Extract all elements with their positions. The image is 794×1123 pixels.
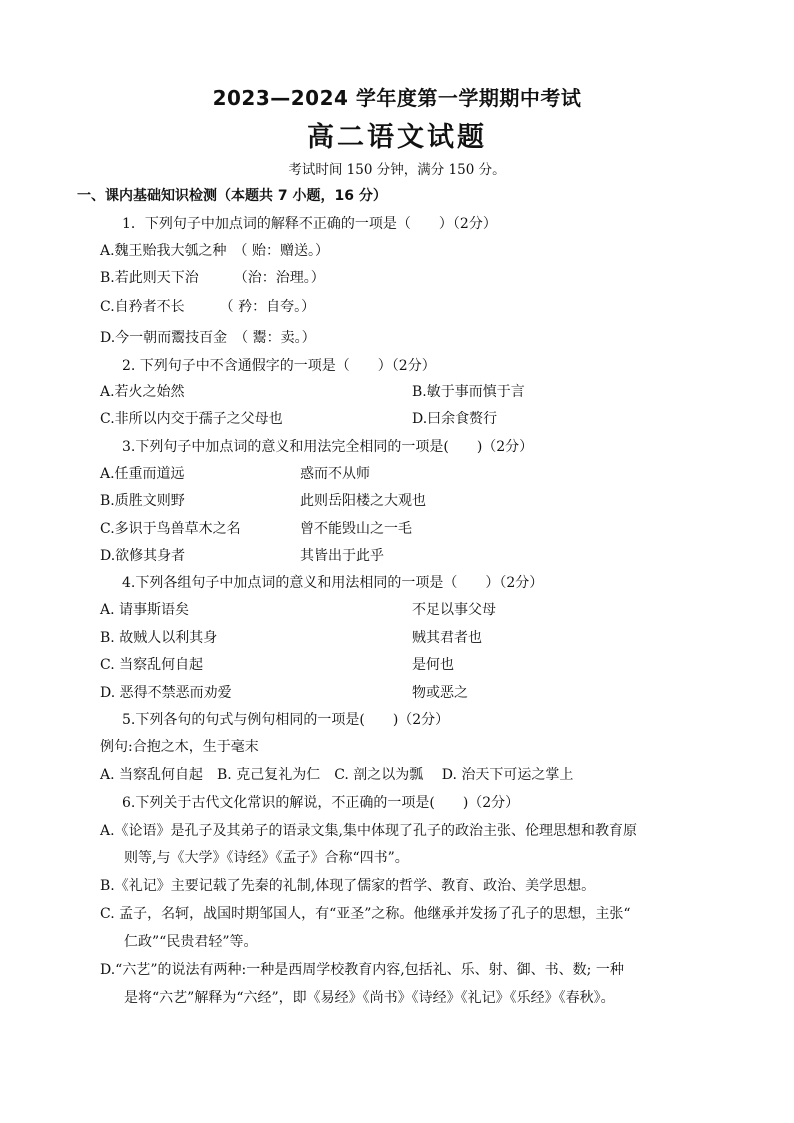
question-4-stem: 4.下列各组句子中加点词的意义和用法相同的一项是（ ）（2分） — [122, 575, 544, 591]
exam-info: 考试时间 150 分钟，满分 150 分。 — [288, 162, 506, 178]
question-5-options: A. 当察乱何自起 B. 克己复礼为仁 C. 剖之以为瓢 D. 治天下可运之掌上 — [100, 767, 574, 783]
question-6-option-a-line-1: A.《论语》是孔子及其弟子的语录文集,集中体现了孔子的政治主张、伦理思想和教育原 — [100, 823, 638, 839]
question-4-option-b-first: B. 故贼人以利其身 — [100, 630, 218, 646]
question-3-option-a-first: A.任重而道远 — [100, 466, 185, 482]
question-4-option-c-first: C. 当察乱何自起 — [100, 657, 204, 673]
question-6-option-a-line-2: 则等,与《大学》《诗经》《孟子》合称“四书”。 — [124, 850, 409, 866]
question-4-option-a-first: A. 请事斯语矣 — [100, 602, 190, 618]
question-2-option-b: B.敏于事而慎于言 — [412, 384, 525, 400]
question-3-option-c-second: 曾不能毁山之一毛 — [300, 521, 412, 537]
question-1-option-a: A.魏王贻我大瓠之种 （ 贻：赠送。） — [100, 243, 330, 259]
question-2-option-c: C.非所以内交于孺子之父母也 — [100, 411, 283, 427]
question-3-option-c-first: C.多识于鸟兽草木之名 — [100, 521, 241, 537]
question-4-option-a-second: 不足以事父母 — [412, 602, 496, 618]
question-3-stem: 3.下列句子中加点词的意义和用法完全相同的一项是( )（2分） — [122, 439, 534, 455]
question-6-stem: 6.下列关于古代文化常识的解说，不正确的一项是( )（2分） — [122, 795, 520, 811]
question-6-option-c-line-1: C. 孟子，名轲，战国时期邹国人，有“亚圣”之称。他继承并发扬了孔子的思想，主张“ — [100, 906, 631, 922]
question-1-option-d: D.今一朝而鬻技百金 （ 鬻：卖。） — [100, 330, 316, 346]
question-2-stem: 2. 下列句子中不含通假字的一项是（ ）（2分） — [122, 358, 436, 374]
question-1-stem: 1．下列句子中加点词的解释不正确的一项是（ ）（2分） — [122, 216, 497, 232]
question-5-example: 例句:合抱之木，生于毫末 — [100, 739, 259, 755]
question-4-option-c-second: 是何也 — [412, 657, 454, 673]
question-3-option-a-second: 惑而不从师 — [300, 466, 370, 482]
subject-title: 高二语文试题 — [307, 122, 487, 153]
question-3-option-d-second: 其皆出于此乎 — [300, 548, 384, 564]
section-heading: 一、课内基础知识检测（本题共 7 小题，16 分） — [77, 188, 387, 204]
question-4-option-d-first: D. 恶得不禁恶而劝爱 — [100, 685, 232, 701]
question-3-option-d-first: D.欲修其身者 — [100, 548, 186, 564]
question-1-option-b: B.若此则天下治 （治：治理。） — [100, 270, 325, 286]
question-3-option-b-second: 此则岳阳楼之大观也 — [300, 493, 426, 509]
question-6-option-c-line-2: 仁政”“民贵君轻”等。 — [124, 934, 258, 950]
question-2-option-d: D.曰余食赘行 — [412, 411, 498, 427]
question-5-stem: 5.下列各句的句式与例句相同的一项是( )（2分） — [122, 712, 450, 728]
question-1-option-c: C.自矜者不长 （ 矜：自夸。） — [100, 299, 316, 315]
question-4-option-b-second: 贼其君者也 — [412, 630, 482, 646]
question-6-option-d-line-2: 是将“六艺”解释为“六经”，即《易经》《尚书》《诗经》《礼记》《乐经》《春秋》。 — [124, 990, 615, 1006]
question-6-option-b: B.《礼记》主要记载了先秦的礼制,体现了儒家的哲学、教育、政治、美学思想。 — [100, 878, 596, 894]
question-4-option-d-second: 物或恶之 — [412, 685, 468, 701]
exam-title: 2023—2024 学年度第一学期期中考试 — [212, 86, 582, 110]
question-6-option-d-line-1: D.“六艺”的说法有两种:一种是西周学校教育内容,包括礼、乐、射、御、书、数; 一种 — [100, 962, 624, 978]
question-2-option-a: A.若火之始然 — [100, 384, 185, 400]
question-3-option-b-first: B.质胜文则野 — [100, 493, 185, 509]
